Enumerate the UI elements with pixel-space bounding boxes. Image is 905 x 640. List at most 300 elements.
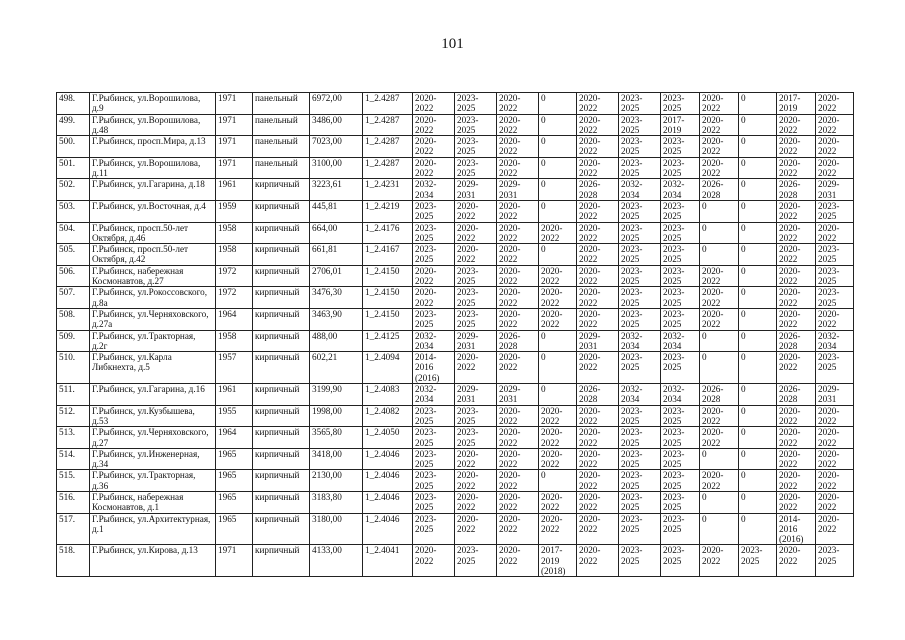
period-cell: 2020-2022	[777, 265, 816, 287]
year-built-cell: 1957	[216, 352, 253, 384]
period-cell: 2020-2022	[777, 244, 816, 266]
period-cell: 2020-2022	[777, 157, 816, 179]
period-cell: 2020-2022	[539, 491, 577, 513]
period-cell: 0	[739, 513, 777, 545]
address-cell: Г.Рыбинск, просп.50-лет Октября, д.42	[90, 244, 216, 266]
period-cell: 2023-2025	[455, 157, 497, 179]
wall-material-cell: кирпичный	[253, 265, 310, 287]
address-cell: Г.Рыбинск, ул.Гагарина, д.18	[90, 179, 216, 201]
period-cell: 2020-2022	[777, 427, 816, 449]
row-number-cell: 499.	[57, 114, 90, 136]
period-cell: 2020-2022	[816, 470, 854, 492]
period-cell: 2023-2025	[619, 545, 661, 577]
period-cell: 2017-2019	[777, 93, 816, 115]
area-cell: 664,00	[310, 222, 363, 244]
period-cell: 2023-2025	[455, 405, 497, 427]
row-number-cell: 498.	[57, 93, 90, 115]
row-number-cell: 506.	[57, 265, 90, 287]
period-cell: 2020-2022	[577, 114, 619, 136]
period-cell: 2032-2034	[413, 179, 455, 201]
period-cell: 2020-2022	[777, 491, 816, 513]
period-cell: 2023-2025	[619, 265, 661, 287]
period-cell: 2020-2022	[413, 287, 455, 309]
period-cell: 2020-2022	[413, 265, 455, 287]
address-cell: Г.Рыбинск, набережная Космонавтов, д.1	[90, 491, 216, 513]
code-cell: 1_2.4046	[363, 448, 413, 470]
period-cell: 2020-2022	[577, 200, 619, 222]
year-built-cell: 1971	[216, 157, 253, 179]
year-built-cell: 1965	[216, 491, 253, 513]
period-cell: 2020-2022	[577, 427, 619, 449]
period-cell: 2020-2022	[497, 448, 539, 470]
period-cell: 2023-2025	[661, 427, 700, 449]
period-cell: 2026-2028	[777, 179, 816, 201]
year-built-cell: 1959	[216, 200, 253, 222]
code-cell: 1_2.4176	[363, 222, 413, 244]
address-cell: Г.Рыбинск, ул.Черняховского, д.27	[90, 427, 216, 449]
table-row	[57, 405, 854, 427]
area-cell: 3463,90	[310, 308, 363, 330]
period-cell: 2020-2022	[539, 265, 577, 287]
period-cell: 2023-2025	[619, 405, 661, 427]
area-cell: 3486,00	[310, 114, 363, 136]
wall-material-cell: кирпичный	[253, 330, 310, 352]
period-cell: 2032-2034	[413, 384, 455, 406]
row-number-cell: 502.	[57, 179, 90, 201]
period-cell: 2020-2022	[539, 448, 577, 470]
period-cell: 2020-2022	[539, 287, 577, 309]
period-cell: 2023-2025	[661, 545, 700, 577]
period-cell: 0	[739, 136, 777, 158]
period-cell: 2023-2025	[455, 545, 497, 577]
wall-material-cell: кирпичный	[253, 470, 310, 492]
period-cell: 2020-2022	[816, 513, 854, 545]
address-cell: Г.Рыбинск, ул.Восточная, д.4	[90, 200, 216, 222]
code-cell: 1_2.4082	[363, 405, 413, 427]
period-cell: 2023-2025	[619, 427, 661, 449]
period-cell: 2023-2025	[619, 136, 661, 158]
code-cell: 1_2.4150	[363, 265, 413, 287]
period-cell: 2026-2028	[777, 384, 816, 406]
period-cell: 2020-2022	[700, 405, 739, 427]
wall-material-cell: кирпичный	[253, 545, 310, 577]
table-row	[57, 330, 854, 352]
table-row	[57, 179, 854, 201]
code-cell: 1_2.4231	[363, 179, 413, 201]
period-cell: 2020-2022	[577, 491, 619, 513]
period-cell: 0	[700, 200, 739, 222]
period-cell: 0	[539, 114, 577, 136]
year-built-cell: 1972	[216, 287, 253, 309]
period-cell: 0	[539, 179, 577, 201]
area-cell: 2706,01	[310, 265, 363, 287]
period-cell: 0	[539, 330, 577, 352]
period-cell: 2020-2022	[539, 308, 577, 330]
period-cell: 2023-2025	[619, 200, 661, 222]
address-cell: Г.Рыбинск, ул.Карла Либкнехта, д.5	[90, 352, 216, 384]
period-cell: 2023-2025	[413, 427, 455, 449]
period-cell: 2020-2022	[455, 491, 497, 513]
period-cell: 0	[539, 384, 577, 406]
period-cell: 2023-2025	[816, 200, 854, 222]
table-row	[57, 427, 854, 449]
wall-material-cell: кирпичный	[253, 200, 310, 222]
table-row	[57, 93, 854, 115]
period-cell: 0	[700, 244, 739, 266]
row-number-cell: 504.	[57, 222, 90, 244]
wall-material-cell: панельный	[253, 136, 310, 158]
address-cell: Г.Рыбинск, ул.Архитектурная, д.1	[90, 513, 216, 545]
period-cell: 2023-2025	[619, 513, 661, 545]
period-cell: 2032-2034	[661, 179, 700, 201]
wall-material-cell: кирпичный	[253, 491, 310, 513]
period-cell: 2020-2022	[700, 545, 739, 577]
year-built-cell: 1965	[216, 513, 253, 545]
period-cell: 0	[739, 114, 777, 136]
period-cell: 2029-2031	[455, 330, 497, 352]
period-cell: 2023-2025	[413, 308, 455, 330]
year-built-cell: 1971	[216, 114, 253, 136]
period-cell: 0	[739, 93, 777, 115]
period-cell: 2020-2022	[816, 114, 854, 136]
area-cell: 3476,30	[310, 287, 363, 309]
wall-material-cell: кирпичный	[253, 405, 310, 427]
address-cell: Г.Рыбинск, ул.Тракторная, д.2г	[90, 330, 216, 352]
period-cell: 2020-2022	[497, 114, 539, 136]
wall-material-cell: панельный	[253, 93, 310, 115]
period-cell: 2020-2022	[777, 352, 816, 384]
table-row	[57, 265, 854, 287]
year-built-cell: 1971	[216, 136, 253, 158]
year-built-cell: 1972	[216, 265, 253, 287]
year-built-cell: 1958	[216, 330, 253, 352]
wall-material-cell: кирпичный	[253, 222, 310, 244]
row-number-cell: 508.	[57, 308, 90, 330]
address-cell: Г.Рыбинск, ул.Тракторная, д.36	[90, 470, 216, 492]
period-cell: 0	[700, 491, 739, 513]
period-cell: 2023-2025	[816, 265, 854, 287]
period-cell: 2023-2025	[455, 287, 497, 309]
period-cell: 0	[539, 470, 577, 492]
wall-material-cell: кирпичный	[253, 179, 310, 201]
period-cell: 0	[739, 330, 777, 352]
area-cell: 3100,00	[310, 157, 363, 179]
year-built-cell: 1958	[216, 244, 253, 266]
area-cell: 488,00	[310, 330, 363, 352]
period-cell: 2020-2022	[413, 545, 455, 577]
period-cell: 2020-2022	[455, 513, 497, 545]
period-cell: 2020-2022	[497, 491, 539, 513]
period-cell: 2020-2022	[497, 157, 539, 179]
period-cell: 2020-2022	[497, 136, 539, 158]
period-cell: 0	[700, 330, 739, 352]
period-cell: 2023-2025	[816, 352, 854, 384]
table-row	[57, 287, 854, 309]
period-cell: 2020-2022	[539, 427, 577, 449]
period-cell: 2023-2025	[455, 114, 497, 136]
area-cell: 3180,00	[310, 513, 363, 545]
wall-material-cell: панельный	[253, 157, 310, 179]
code-cell: 1_2.4287	[363, 157, 413, 179]
year-built-cell: 1961	[216, 384, 253, 406]
code-cell: 1_2.4046	[363, 470, 413, 492]
row-number-cell: 515.	[57, 470, 90, 492]
wall-material-cell: кирпичный	[253, 308, 310, 330]
period-cell: 2020-2022	[700, 114, 739, 136]
code-cell: 1_2.4125	[363, 330, 413, 352]
area-cell: 445,81	[310, 200, 363, 222]
period-cell: 2023-2025	[619, 157, 661, 179]
address-cell: Г.Рыбинск, ул.Кузбышева, д.53	[90, 405, 216, 427]
period-cell: 2023-2025	[413, 491, 455, 513]
address-cell: Г.Рыбинск, просп.Мира, д.13	[90, 136, 216, 158]
period-cell: 2020-2022	[577, 470, 619, 492]
period-cell: 2014-2016 (2016)	[413, 352, 455, 384]
period-cell: 0	[739, 405, 777, 427]
code-cell: 1_2.4287	[363, 136, 413, 158]
area-cell: 6972,00	[310, 93, 363, 115]
period-cell: 0	[739, 244, 777, 266]
period-cell: 2023-2025	[455, 265, 497, 287]
period-cell: 2023-2025	[413, 405, 455, 427]
area-cell: 3565,80	[310, 427, 363, 449]
area-cell: 4133,00	[310, 545, 363, 577]
address-cell: Г.Рыбинск, ул.Гагарина, д.16	[90, 384, 216, 406]
period-cell: 0	[739, 157, 777, 179]
period-cell: 2020-2022	[577, 545, 619, 577]
period-cell: 2032-2034	[619, 330, 661, 352]
period-cell: 0	[739, 265, 777, 287]
table-row	[57, 491, 854, 513]
period-cell: 2032-2034	[661, 330, 700, 352]
period-cell: 2023-2025	[413, 200, 455, 222]
period-cell: 2020-2022	[816, 308, 854, 330]
address-cell: Г.Рыбинск, ул.Ворошилова, д.11	[90, 157, 216, 179]
period-cell: 2023-2025	[661, 513, 700, 545]
period-cell: 2020-2022	[777, 470, 816, 492]
table-row	[57, 244, 854, 266]
period-cell: 2017-2019 (2018)	[539, 545, 577, 577]
period-cell: 0	[700, 513, 739, 545]
repair-schedule-table	[56, 92, 854, 577]
period-cell: 2020-2022	[700, 287, 739, 309]
period-cell: 2020-2022	[816, 93, 854, 115]
period-cell: 2023-2025	[661, 244, 700, 266]
period-cell: 2026-2028	[700, 384, 739, 406]
period-cell: 2032-2034	[661, 384, 700, 406]
period-cell: 2023-2025	[661, 308, 700, 330]
code-cell: 1_2.4150	[363, 287, 413, 309]
period-cell: 2020-2022	[700, 136, 739, 158]
period-cell: 2020-2022	[816, 448, 854, 470]
period-cell: 2020-2022	[777, 287, 816, 309]
wall-material-cell: кирпичный	[253, 513, 310, 545]
period-cell: 2020-2022	[497, 352, 539, 384]
area-cell: 1998,00	[310, 405, 363, 427]
period-cell: 2020-2022	[539, 513, 577, 545]
period-cell: 0	[539, 352, 577, 384]
row-number-cell: 516.	[57, 491, 90, 513]
period-cell: 2020-2022	[497, 545, 539, 577]
period-cell: 2020-2022	[413, 93, 455, 115]
row-number-cell: 512.	[57, 405, 90, 427]
code-cell: 1_2.4050	[363, 427, 413, 449]
address-cell: Г.Рыбинск, ул.Рокоссовского, д.8а	[90, 287, 216, 309]
code-cell: 1_2.4041	[363, 545, 413, 577]
year-built-cell: 1965	[216, 448, 253, 470]
period-cell: 2020-2022	[577, 265, 619, 287]
address-cell: Г.Рыбинск, ул.Инженерная, д.34	[90, 448, 216, 470]
period-cell: 2020-2022	[497, 222, 539, 244]
table-row	[57, 513, 854, 545]
wall-material-cell: кирпичный	[253, 384, 310, 406]
period-cell: 2020-2022	[700, 308, 739, 330]
year-built-cell: 1965	[216, 470, 253, 492]
period-cell: 0	[739, 179, 777, 201]
period-cell: 2020-2022	[455, 200, 497, 222]
address-cell: Г.Рыбинск, набережная Космонавтов, д.27	[90, 265, 216, 287]
period-cell: 2023-2025	[619, 222, 661, 244]
year-built-cell: 1964	[216, 308, 253, 330]
period-cell: 2020-2022	[539, 405, 577, 427]
period-cell: 2023-2025	[619, 93, 661, 115]
period-cell: 2023-2025	[413, 222, 455, 244]
period-cell: 0	[739, 308, 777, 330]
row-number-cell: 503.	[57, 200, 90, 222]
period-cell: 2023-2025	[661, 222, 700, 244]
period-cell: 2023-2025	[619, 352, 661, 384]
period-cell: 2029-2031	[577, 330, 619, 352]
period-cell: 2020-2022	[413, 114, 455, 136]
period-cell: 2020-2022	[455, 470, 497, 492]
period-cell: 2023-2025	[661, 157, 700, 179]
period-cell: 2020-2022	[700, 427, 739, 449]
period-cell: 2020-2022	[700, 157, 739, 179]
address-cell: Г.Рыбинск, ул.Кирова, д.13	[90, 545, 216, 577]
period-cell: 2023-2025	[816, 287, 854, 309]
period-cell: 2023-2025	[619, 244, 661, 266]
period-cell: 2023-2025	[661, 405, 700, 427]
wall-material-cell: кирпичный	[253, 352, 310, 384]
row-number-cell: 513.	[57, 427, 90, 449]
period-cell: 2020-2022	[577, 157, 619, 179]
period-cell: 2023-2025	[661, 491, 700, 513]
row-number-cell: 517.	[57, 513, 90, 545]
year-built-cell: 1961	[216, 179, 253, 201]
table-row	[57, 200, 854, 222]
period-cell: 2020-2022	[497, 513, 539, 545]
table-row	[57, 308, 854, 330]
period-cell: 2020-2022	[777, 222, 816, 244]
period-cell: 2020-2022	[455, 244, 497, 266]
period-cell: 2023-2025	[413, 513, 455, 545]
period-cell: 2020-2022	[577, 244, 619, 266]
period-cell: 2023-2025	[413, 244, 455, 266]
period-cell: 0	[700, 222, 739, 244]
year-built-cell: 1971	[216, 545, 253, 577]
period-cell: 2020-2022	[577, 308, 619, 330]
period-cell: 0	[739, 200, 777, 222]
table-row	[57, 157, 854, 179]
period-cell: 2020-2022	[497, 405, 539, 427]
period-cell: 2032-2034	[619, 179, 661, 201]
wall-material-cell: кирпичный	[253, 448, 310, 470]
period-cell: 2023-2025	[816, 244, 854, 266]
period-cell: 0	[739, 287, 777, 309]
period-cell: 2020-2022	[577, 136, 619, 158]
address-cell: Г.Рыбинск, ул.Ворошилова, д.48	[90, 114, 216, 136]
period-cell: 2020-2022	[497, 470, 539, 492]
year-built-cell: 1958	[216, 222, 253, 244]
table-row	[57, 222, 854, 244]
period-cell: 2023-2025	[661, 448, 700, 470]
period-cell: 2029-2031	[816, 384, 854, 406]
code-cell: 1_2.4046	[363, 513, 413, 545]
area-cell: 3199,90	[310, 384, 363, 406]
period-cell: 2020-2022	[577, 405, 619, 427]
period-cell: 2014-2016 (2016)	[777, 513, 816, 545]
period-cell: 2020-2022	[577, 513, 619, 545]
page-number: 101	[441, 36, 464, 52]
period-cell: 0	[539, 136, 577, 158]
period-cell: 2020-2022	[777, 114, 816, 136]
table-row	[57, 352, 854, 384]
period-cell: 2023-2025	[661, 352, 700, 384]
table-row	[57, 384, 854, 406]
period-cell: 0	[700, 448, 739, 470]
period-cell: 2020-2022	[497, 287, 539, 309]
period-cell: 2020-2022	[577, 287, 619, 309]
area-cell: 3183,80	[310, 491, 363, 513]
period-cell: 0	[539, 157, 577, 179]
wall-material-cell: кирпичный	[253, 244, 310, 266]
period-cell: 2020-2022	[413, 136, 455, 158]
table-row	[57, 114, 854, 136]
code-cell: 1_2.4150	[363, 308, 413, 330]
period-cell: 2029-2031	[455, 384, 497, 406]
period-cell: 2020-2022	[777, 308, 816, 330]
period-cell: 0	[739, 384, 777, 406]
period-cell: 2020-2022	[816, 491, 854, 513]
address-cell: Г.Рыбинск, ул.Ворошилова, д.9	[90, 93, 216, 115]
year-built-cell: 1955	[216, 405, 253, 427]
period-cell: 0	[539, 200, 577, 222]
period-cell: 2023-2025	[661, 136, 700, 158]
area-cell: 661,81	[310, 244, 363, 266]
area-cell: 7023,00	[310, 136, 363, 158]
row-number-cell: 510.	[57, 352, 90, 384]
period-cell: 2026-2028	[577, 179, 619, 201]
row-number-cell: 514.	[57, 448, 90, 470]
period-cell: 0	[739, 470, 777, 492]
period-cell: 0	[739, 222, 777, 244]
period-cell: 0	[739, 352, 777, 384]
address-cell: Г.Рыбинск, просп.50-лет Октября, д.46	[90, 222, 216, 244]
period-cell: 2020-2022	[777, 405, 816, 427]
period-cell: 2020-2022	[497, 265, 539, 287]
period-cell: 2020-2022	[497, 308, 539, 330]
row-number-cell: 501.	[57, 157, 90, 179]
year-built-cell: 1971	[216, 93, 253, 115]
period-cell: 2023-2025	[619, 114, 661, 136]
row-number-cell: 509.	[57, 330, 90, 352]
period-cell: 2023-2025	[661, 200, 700, 222]
period-cell: 2020-2022	[539, 222, 577, 244]
period-cell: 2020-2022	[777, 200, 816, 222]
period-cell: 2017-2019	[661, 114, 700, 136]
period-cell: 2020-2022	[577, 352, 619, 384]
period-cell: 2029-2031	[497, 384, 539, 406]
